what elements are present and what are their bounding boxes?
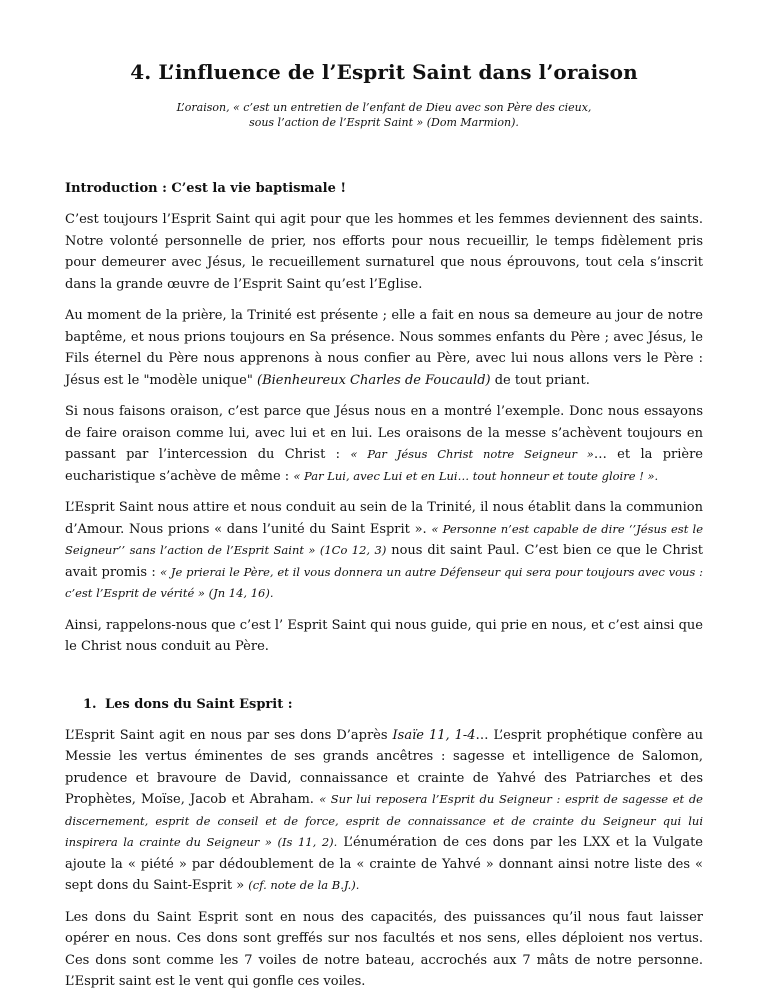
text-run: Si nous faisons oraison, c’est parce que Jésus nous en a montré l’exemple. Donc nous essayons de faire oraison comme lui, avec lui et en lui. Les oraisons de la messe s’achèvent toujours en passant par l’intercession du Christ : (65, 404, 703, 462)
intro-paragraph-2 (65, 305, 703, 391)
text-run: de tout priant. (490, 372, 590, 388)
text-run: L’énumération de ces dons par les LXX et la Vulgate ajoute la « piété » par dédoublement de la « crainte de Yahvé » donnant ainsi notre liste des « sept dons du Saint-Esprit » (65, 835, 703, 893)
citation-italic: (Bienheureux Charles de Foucauld) (257, 372, 491, 388)
epigraph-line-1: L’oraison, « c’est un entretien de l’enfant de Dieu avec son Père des cieux, (176, 101, 592, 114)
citation-italic: Isaïe 11, 1-4 (392, 727, 476, 743)
epigraph-line-2: sous l’action de l’Esprit Saint » (Dom Marmion). (249, 116, 519, 129)
intro-paragraph-5: Ainsi, rappelons-nous que c’est l’ Esprit Saint qui nous guide, qui prie en nous, et c’est ainsi que le Christ nous conduit au Père. (65, 617, 703, 654)
intro-heading: Introduction : C’est la vie baptismale ! (65, 181, 347, 196)
citation-italic: (cf. note de la B.J.). (248, 878, 360, 892)
text-run: … L’esprit prophétique confère au Messie les vertus éminentes de ses grands ancêtres : sagesse et intelligence de Salomon, prudence et bravoure de David, connaissance et crainte de Yahvé des Patriarches et des Prophètes, Moïse, Jacob et Abraham. (65, 727, 703, 807)
text-run: Au moment de la prière, la Trinité est présente ; elle a fait en nous sa demeure au jour de notre baptême, et nous prions toujours en Sa présence. Nous sommes enfants du Père ; avec Jésus, le Fils éternel du Père nous apprenons à nous confier au Père, avec lui nous allons vers le Père : Jésus est le "modèle unique" (65, 308, 703, 388)
epigraph (65, 100, 703, 130)
intro-paragraph-3 (65, 401, 703, 487)
section-number: 1. (83, 696, 97, 712)
quote-italic: « Sur lui reposera l’Esprit du Seigneur : esprit de sagesse et de discernement, esprit de conseil et de force, esprit de connaissance et de crainte du Seigneur qui lui inspirera la crainte du Seigneur » (Is 11, 2). (65, 792, 703, 849)
quote-italic: « Par Lui, avec Lui et en Lui… tout honneur et toute gloire ! ». (293, 468, 659, 483)
text-run: nous dit saint Paul. C’est bien ce que le Christ avait promis : (65, 543, 703, 580)
page-title: 4. L’influence de l’Esprit Saint dans l’oraison (130, 60, 638, 84)
quote-italic: « Personne n’est capable de dire ‘’Jésus est le Seigneur’’ sans l’action de l’Esprit Saint » (1Co 12, 3) (65, 521, 703, 557)
intro-paragraph-4 (65, 497, 703, 605)
section-title: Les dons du Saint Esprit : (105, 696, 293, 712)
section-1-paragraph-2: Les dons du Saint Esprit sont en nous des capacités, des puissances qu’il nous faut laisser opérer en nous. Ces dons sont greffés sur nos facultés et nos sens, elles déploient nos vertus. Ces dons sont comme les 7 voiles de notre bateau, accrochés aux 7 mâts de notre personne. L’Esprit saint est le vent qui gonfle ces voiles. (65, 909, 703, 989)
text-run: L’Esprit Saint agit en nous par ses dons D’après (65, 727, 393, 743)
text-run: … et la prière eucharistique s’achève de même : (65, 447, 703, 484)
intro-paragraph-1: C’est toujours l’Esprit Saint qui agit pour que les hommes et les femmes deviennent des saints. Notre volonté personnelle de prier, nos efforts pour nous recueillir, le temps fidèlement pris pour demeurer avec Jésus, le recueillement surnaturel que nous éprouvons, tout cela s’inscrit dans la grande œuvre de l’Esprit Saint qu’est l’Eglise. (65, 212, 703, 292)
section-1-heading (83, 697, 703, 712)
quote-italic: « Par Jésus Christ notre Seigneur » (350, 447, 594, 461)
text-run: L’Esprit Saint nous attire et nous conduit au sein de la Trinité, il nous établit dans la communion d’Amour. Nous prions « dans l’unité du Saint Esprit ». (65, 500, 703, 537)
section-1-paragraph-1 (65, 725, 703, 897)
quote-italic: « Je prierai le Père, et il vous donnera un autre Défenseur qui sera pour toujours avec vous : c’est l’Esprit de vérité » (Jn 14, 16). (65, 564, 703, 600)
